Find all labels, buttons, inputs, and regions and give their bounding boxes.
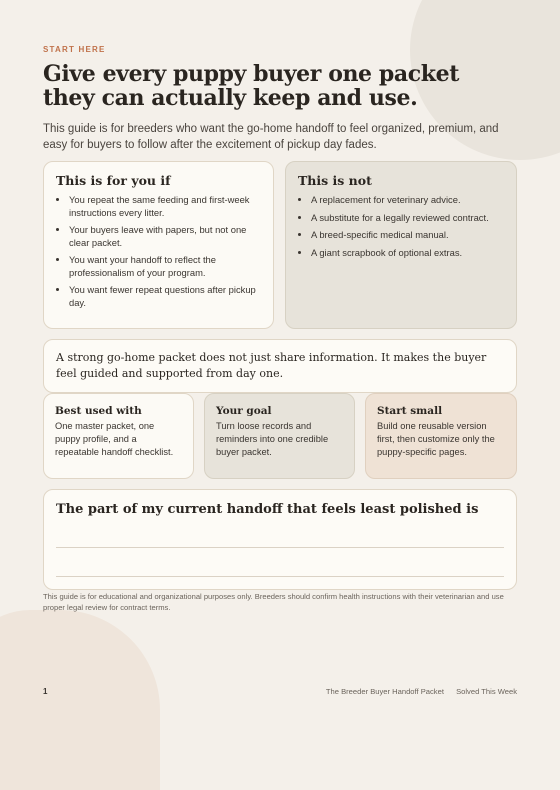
writing-line[interactable] bbox=[56, 547, 504, 548]
quote-callout: A strong go-home packet does not just share information. It makes the buyer feel guided and supported from day one. bbox=[43, 339, 517, 393]
your-goal-card bbox=[204, 393, 355, 479]
card-title: Best used with bbox=[55, 405, 142, 417]
page bbox=[43, 0, 517, 725]
footer-credits bbox=[326, 687, 517, 696]
list-item: • You want your handoff to reflect the professionalism of your program. bbox=[69, 254, 261, 279]
footer-doc-title: The Breeder Buyer Handoff Packet bbox=[325, 687, 444, 696]
not-for-list bbox=[298, 194, 504, 259]
list-item: • You want fewer repeat questions after pickup day. bbox=[69, 284, 261, 309]
best-used-with-card bbox=[43, 393, 194, 479]
list-item: • Your buyers leave with papers, but not one clear packet. bbox=[69, 224, 261, 249]
list-item: • You repeat the same feeding and first-week instructions every litter. bbox=[69, 194, 261, 219]
for-you-list bbox=[56, 194, 261, 309]
start-small-card bbox=[365, 393, 517, 479]
card-title: Start small bbox=[377, 405, 443, 417]
card-body: One master packet, one puppy profile, and a repeatable handoff checklist. bbox=[55, 421, 174, 457]
list-item: • A replacement for veterinary advice. bbox=[311, 194, 504, 207]
page-title: Give every puppy buyer one packet they can actually keep and use. bbox=[43, 61, 459, 111]
prompt-text: The part of my current handoff that feels least polished is bbox=[56, 502, 479, 517]
not-for-heading: This is not bbox=[298, 173, 372, 188]
writing-line[interactable] bbox=[56, 576, 504, 577]
intro-paragraph: This guide is for breeders who want the go-home handoff to feel organized, premium, and easy for buyers to follow after the excitement of pickup day fades. bbox=[43, 123, 499, 151]
eyebrow-label: START HERE bbox=[43, 45, 106, 54]
card-title: Your goal bbox=[216, 405, 272, 417]
footer-brand: Solved This Week bbox=[456, 687, 517, 696]
card-body: Build one reusable version first, then customize only the puppy-specific pages. bbox=[377, 421, 495, 457]
reflection-prompt-box[interactable] bbox=[43, 489, 517, 590]
for-you-heading: This is for you if bbox=[56, 173, 171, 188]
for-you-card bbox=[43, 161, 274, 329]
card-body: Turn loose records and reminders into one credible buyer packet. bbox=[216, 421, 329, 457]
list-item: • A giant scrapbook of optional extras. bbox=[311, 247, 504, 260]
page-number: 1 bbox=[43, 687, 48, 696]
disclaimer: This guide is for educational and organizational purposes only. Breeders should confirm health instructions with their veterinarian and use proper legal review for contract terms. bbox=[43, 592, 504, 612]
not-for-card bbox=[285, 161, 517, 329]
list-item: • A substitute for a legally reviewed contract. bbox=[311, 212, 504, 225]
list-item: • A breed-specific medical manual. bbox=[311, 229, 504, 242]
